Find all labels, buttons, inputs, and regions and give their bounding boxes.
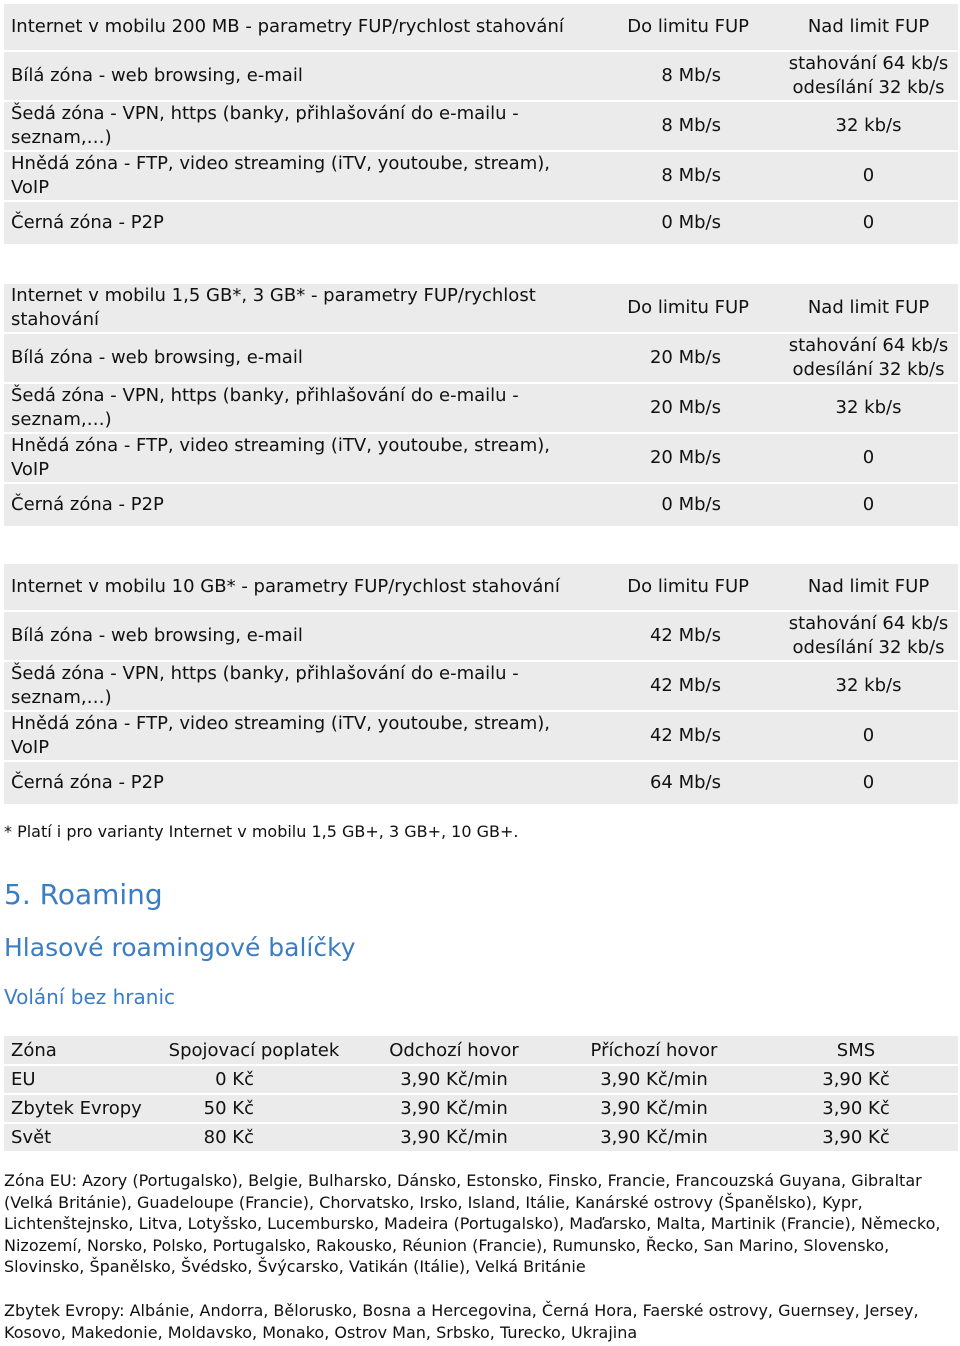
roaming-table: [4, 1034, 958, 1153]
speed-in-limit: 64 Mb/s: [564, 762, 779, 804]
zone-label: Šedá zóna - VPN, https (banky, přihlašování do e-mailu - seznam,…): [4, 384, 564, 432]
speed-in-limit: 8 Mb/s: [564, 152, 779, 200]
outgoing-cell: 3,90 Kč/min: [354, 1066, 554, 1093]
col-header-over-limit: Nad limit FUP: [779, 284, 958, 332]
speed-over-limit: 0: [779, 762, 958, 804]
col-header-incoming: Příchozí hovor: [554, 1036, 754, 1064]
zone-label: Hnědá zóna - FTP, video streaming (iTV, youtoube, stream), VoIP: [4, 712, 564, 760]
zone-label: Černá zóna - P2P: [4, 484, 564, 526]
over-upload: odesílání 32 kb/s: [792, 359, 945, 380]
zone-label: Šedá zóna - VPN, https (banky, přihlašování do e-mailu - seznam,…): [4, 102, 564, 150]
over-upload: odesílání 32 kb/s: [792, 637, 945, 658]
speed-in-limit: 20 Mb/s: [564, 384, 779, 432]
table-header-row: [4, 1036, 958, 1064]
speed-over-limit: [779, 612, 958, 660]
footnote: * Platí i pro varianty Internet v mobilu 1,5 GB+, 3 GB+, 10 GB+.: [4, 822, 519, 841]
speed-over-limit: 0: [779, 434, 958, 482]
over-download: stahování 64 kb/s: [788, 613, 949, 634]
speed-in-limit: 0 Mb/s: [564, 202, 779, 244]
table-header-row: [4, 564, 958, 610]
table-row: [4, 1066, 958, 1093]
speed-over-limit: 32 kb/s: [779, 384, 958, 432]
col-header-over-limit: Nad limit FUP: [779, 564, 958, 610]
sms-cell: 3,90 Kč: [754, 1095, 958, 1122]
zone-label: Bílá zóna - web browsing, e-mail: [4, 52, 564, 100]
sms-cell: 3,90 Kč: [754, 1124, 958, 1151]
speed-in-limit: 8 Mb/s: [564, 52, 779, 100]
speed-in-limit: 42 Mb/s: [564, 662, 779, 710]
col-header-in-limit: Do limitu FUP: [564, 4, 779, 50]
speed-over-limit: 0: [779, 202, 958, 244]
connection-fee-cell: 0 Kč: [154, 1066, 354, 1093]
sms-cell: 3,90 Kč: [754, 1066, 958, 1093]
over-download: stahování 64 kb/s: [788, 53, 949, 74]
zone-label: Bílá zóna - web browsing, e-mail: [4, 612, 564, 660]
speed-in-limit: 0 Mb/s: [564, 484, 779, 526]
table-row: [4, 52, 958, 100]
speed-over-limit: 32 kb/s: [779, 102, 958, 150]
speed-in-limit: 42 Mb/s: [564, 612, 779, 660]
table-row: [4, 334, 958, 382]
table-row: [4, 1095, 958, 1122]
zone-cell: EU: [4, 1066, 154, 1093]
table-title: Internet v mobilu 1,5 GB*, 3 GB* - parametry FUP/rychlost stahování: [4, 284, 564, 332]
table-row: [4, 712, 958, 760]
table-row: [4, 384, 958, 432]
zone-label: Hnědá zóna - FTP, video streaming (iTV, youtoube, stream), VoIP: [4, 434, 564, 482]
zone-cell: Zbytek Evropy: [4, 1095, 154, 1122]
fup-table-1-5gb: [4, 282, 958, 528]
table-row: [4, 1124, 958, 1151]
speed-in-limit: 42 Mb/s: [564, 712, 779, 760]
zone-label: Černá zóna - P2P: [4, 202, 564, 244]
col-header-over-limit: Nad limit FUP: [779, 4, 958, 50]
speed-over-limit: 0: [779, 712, 958, 760]
over-upload: odesílání 32 kb/s: [792, 77, 945, 98]
col-header-in-limit: Do limitu FUP: [564, 564, 779, 610]
table-title: Internet v mobilu 200 MB - parametry FUP/rychlost stahování: [4, 4, 564, 50]
incoming-cell: 3,90 Kč/min: [554, 1124, 754, 1151]
table-row: [4, 662, 958, 710]
incoming-cell: 3,90 Kč/min: [554, 1095, 754, 1122]
table-row: [4, 152, 958, 200]
speed-over-limit: [779, 52, 958, 100]
table-row: [4, 762, 958, 804]
zone-label: Hnědá zóna - FTP, video streaming (iTV, youtoube, stream), VoIP: [4, 152, 564, 200]
zone-label: Šedá zóna - VPN, https (banky, přihlašování do e-mailu - seznam,…): [4, 662, 564, 710]
over-download: stahování 64 kb/s: [788, 335, 949, 356]
col-header-zone: Zóna: [4, 1036, 154, 1064]
zone-label: Černá zóna - P2P: [4, 762, 564, 804]
col-header-sms: SMS: [754, 1036, 958, 1064]
subsubheading: Volání bez hranic: [4, 985, 176, 1009]
table-row: [4, 434, 958, 482]
col-header-outgoing: Odchozí hovor: [354, 1036, 554, 1064]
speed-over-limit: [779, 334, 958, 382]
table-row: [4, 202, 958, 244]
incoming-cell: 3,90 Kč/min: [554, 1066, 754, 1093]
table-row: [4, 484, 958, 526]
outgoing-cell: 3,90 Kč/min: [354, 1095, 554, 1122]
col-header-in-limit: Do limitu FUP: [564, 284, 779, 332]
connection-fee-cell: 80 Kč: [154, 1124, 354, 1151]
speed-over-limit: 0: [779, 484, 958, 526]
col-header-connection-fee: Spojovací poplatek: [154, 1036, 354, 1064]
speed-over-limit: 0: [779, 152, 958, 200]
speed-over-limit: 32 kb/s: [779, 662, 958, 710]
zone-label: Bílá zóna - web browsing, e-mail: [4, 334, 564, 382]
fup-table-200mb: [4, 2, 958, 246]
speed-in-limit: 20 Mb/s: [564, 334, 779, 382]
fup-table-10gb: [4, 562, 958, 806]
table-title: Internet v mobilu 10 GB* - parametry FUP/rychlost stahování: [4, 564, 564, 610]
subheading: Hlasové roamingové balíčky: [4, 933, 356, 962]
table-row: [4, 612, 958, 660]
zone-cell: Svět: [4, 1124, 154, 1151]
section-heading: 5. Roaming: [4, 878, 163, 911]
table-row: [4, 102, 958, 150]
speed-in-limit: 20 Mb/s: [564, 434, 779, 482]
outgoing-cell: 3,90 Kč/min: [354, 1124, 554, 1151]
zone-eu-paragraph: Zóna EU: Azory (Portugalsko), Belgie, Bulharsko, Dánsko, Estonsko, Finsko, Francie, Francouzská Guyana, Gibraltar (Velká Británie), Guadeloupe (Francie), Chorvatsko, Irsko, Island, Itálie, Kanárské ostrovy (Španělsko), Kypr, Lichtenštejnsko, Litva, Lotyšsko, Lucembursko, Madeira (Portugalsko), Maďarsko, Malta, Martinik (Francie), Německo, Nizozemí, Norsko, Polsko, Portugalsko, Rakousko, Réunion (Francie), Rumunsko, Řecko, San Marino, Slovensko, Slovinsko, Španělsko, Švédsko, Švýcarsko, Vatikán (Itálie), Velká Británie: [4, 1171, 941, 1276]
zone-rest-paragraph: Zbytek Evropy: Albánie, Andorra, Bělorusko, Bosna a Hercegovina, Černá Hora, Faerské ostrovy, Guernsey, Jersey, Kosovo, Makedonie, Moldavsko, Monako, Ostrov Man, Srbsko, Turecko, Ukrajina: [4, 1301, 919, 1342]
table-header-row: [4, 284, 958, 332]
connection-fee-cell: 50 Kč: [154, 1095, 354, 1122]
table-header-row: [4, 4, 958, 50]
speed-in-limit: 8 Mb/s: [564, 102, 779, 150]
